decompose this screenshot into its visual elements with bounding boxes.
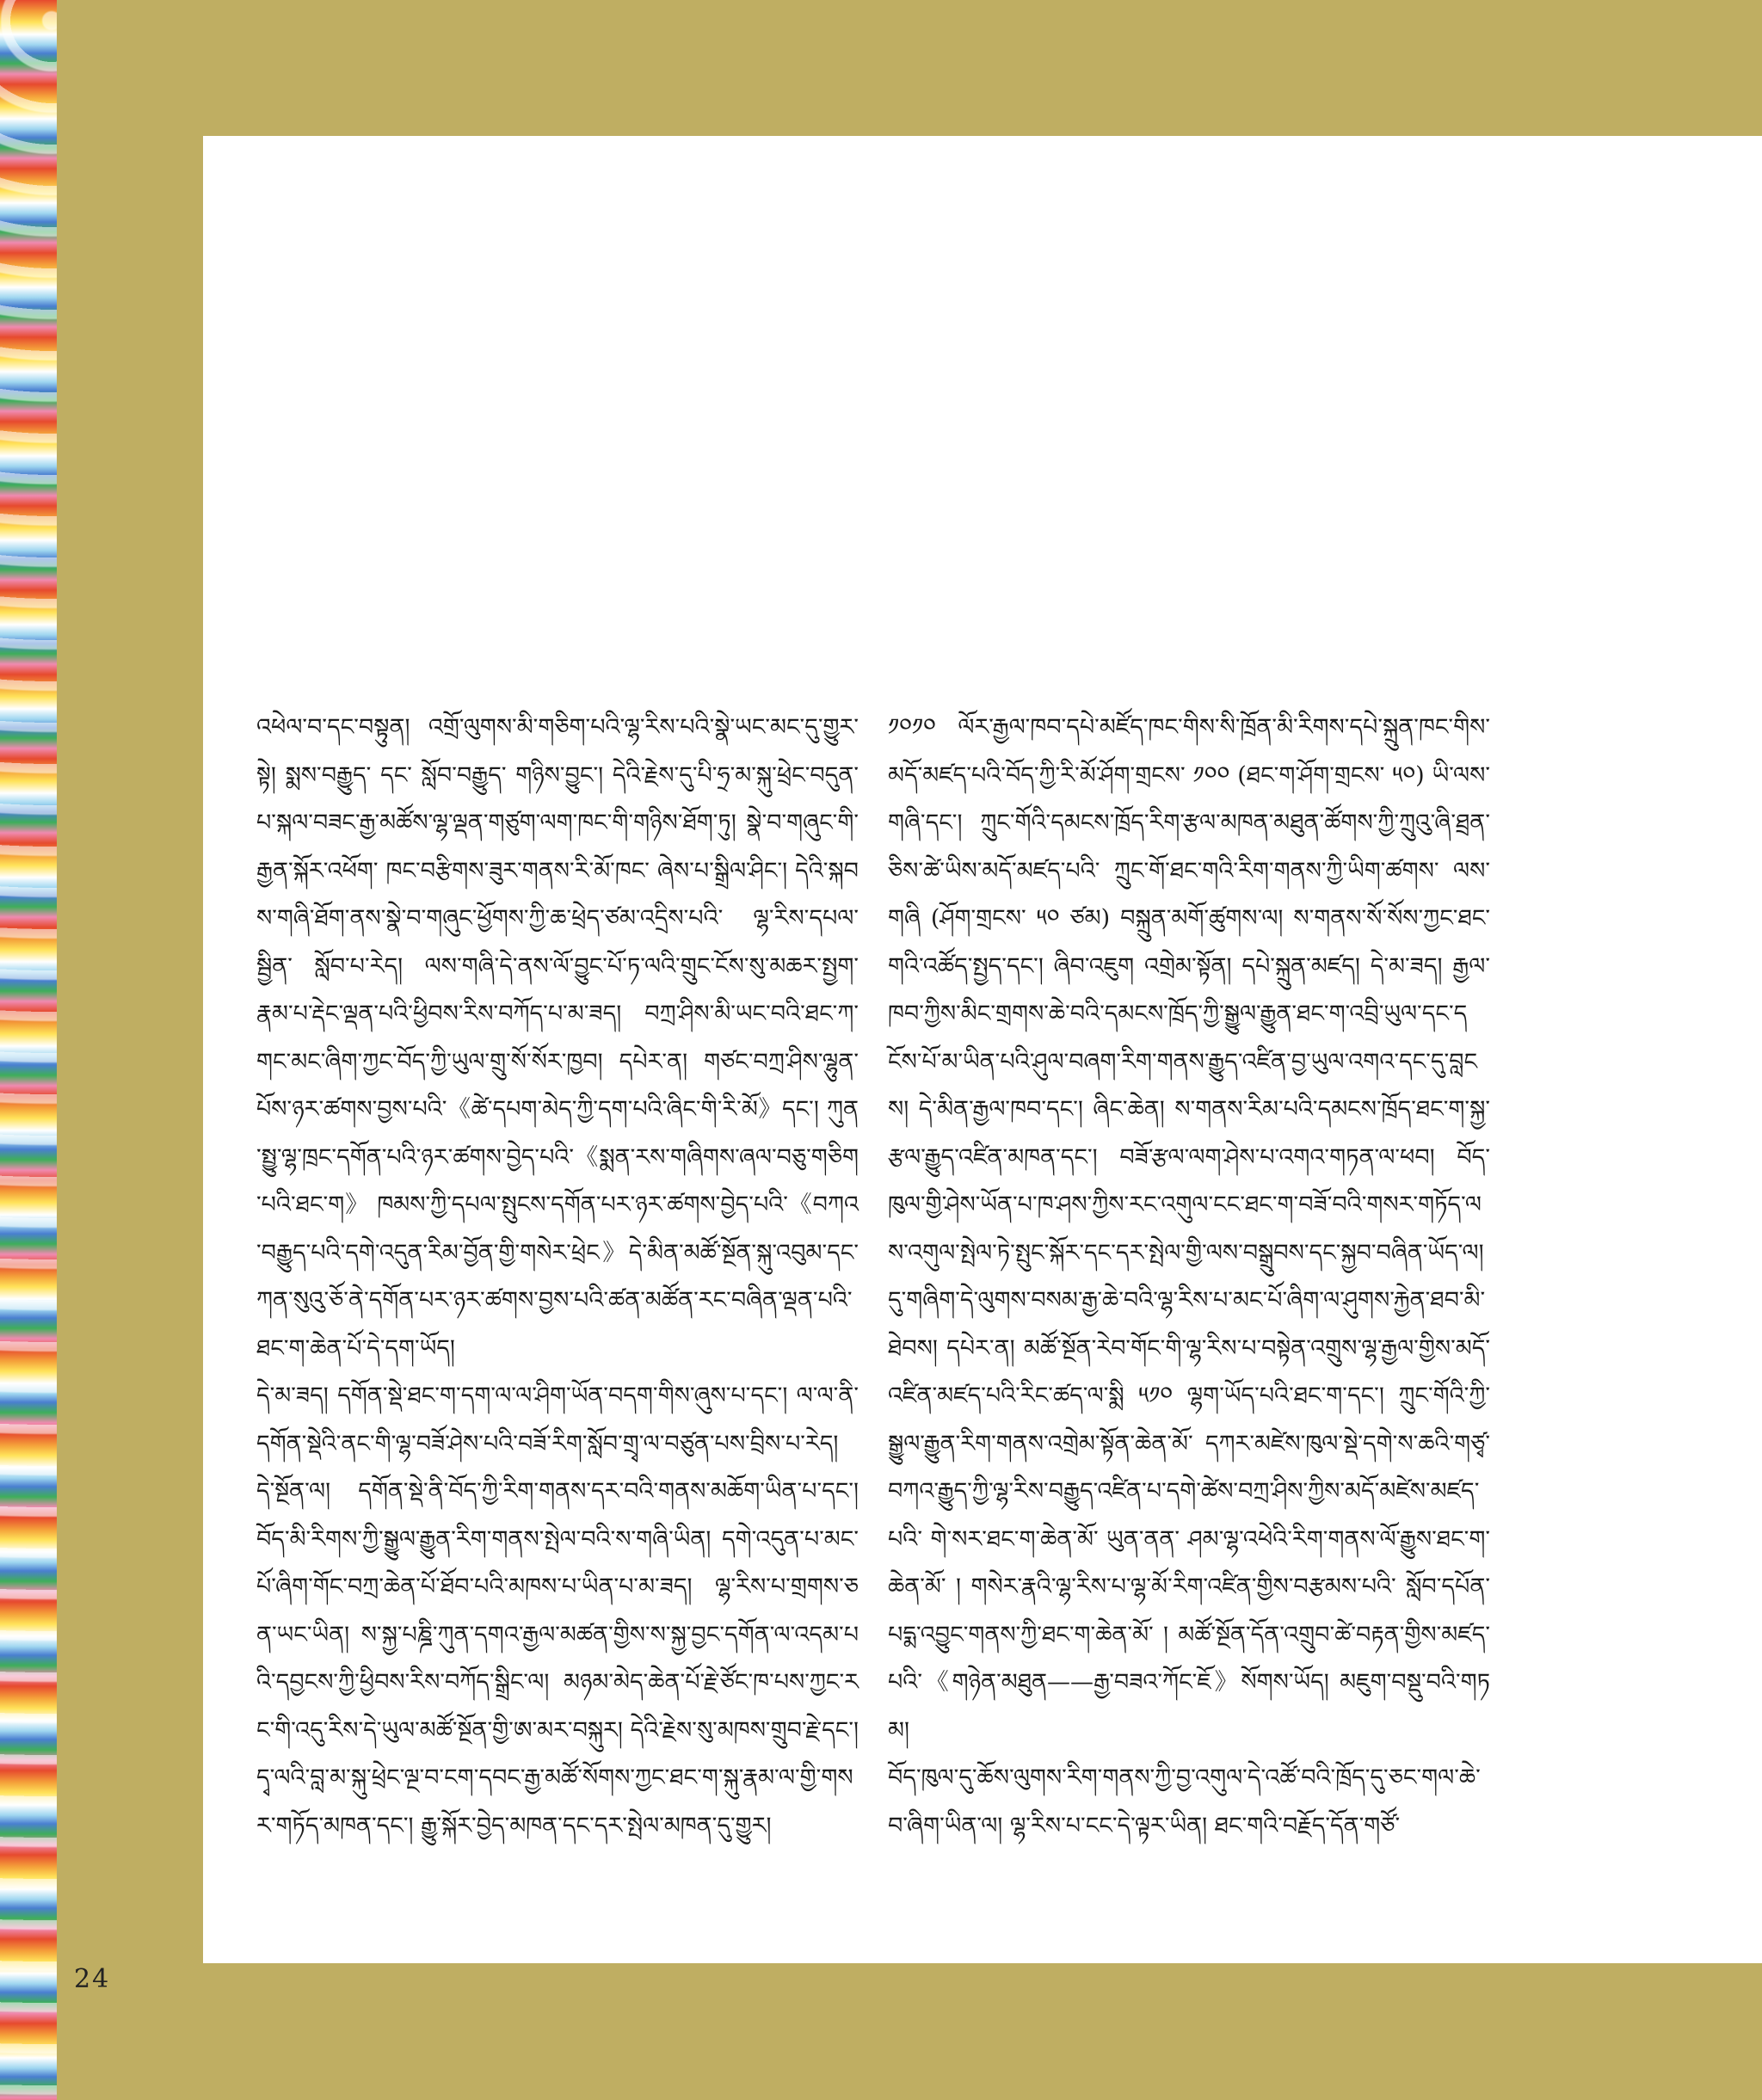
- page-number: 24: [74, 1964, 111, 1994]
- left-text-column: [256, 704, 859, 1850]
- right-text-column: [888, 704, 1490, 1850]
- right-paragraph-1: ༡༠༡༠ ལོར་རྒྱལ་ཁབ་དཔེ་མཛོད་ཁང་གིས་སི་ཁྲོན་མི་རིགས་དཔེ་སྐྲུན་ཁང་གིས་མདོ་མཛད་པའི་བོད་ཀྱི་རི་མོ་ཤོག་གྲངས་ ༡༠༠ (ཐང་ག་ཤོག་གྲངས་ ༥༠) ཡི་ལས་གཞི་དང་། ཀྲུང་གོའི་དམངས་ཁྲོད་རིག་རྩལ་མཁན་མཐུན་ཚོགས་ཀྱི་ཀྲུའུ་ཞི་ཐྲན་ཅིས་ཚེ་ཡིས་མདོ་མཛད་པའི་ ཀྲུང་གོ་ཐང་གའི་རིག་གནས་ཀྱི་ཡིག་ཚགས་ ལས་གཞི (ཤོག་གྲངས་ ༥༠ ཙམ) བསྐྲུན་མགོ་ཚུགས་ལ། ས་གནས་སོ་སོས་ཀྱང་ཐང་གའི་འཚོད་སྤྱད་དང་། ཞིབ་འཇུག འགྲེམ་སྟོན། དཔེ་སྐྲུན་མཛད། དེ་མ་ཟད། རྒྱལ་ཁབ་ཀྱིས་མིང་གྲགས་ཆེ་བའི་དམངས་ཁྲོད་ཀྱི་སྒྱུལ་རྒྱུན་ཐང་ག་འབྲི་ཡུལ་དང་དངོས་པོ་མ་ཡིན་པའི་ཤུལ་བཞག་རིག་གནས་རྒྱུད་འཛིན་བྱ་ཡུལ་འགའ་དང་དུ་བླངས། དེ་མིན་རྒྱལ་ཁབ་དང་། ཞིང་ཆེན། ས་གནས་རིམ་པའི་དམངས་ཁྲོད་ཐང་ག་སྐྱ་རྩལ་རྒྱུད་འཛིན་མཁན་དང་། བཟོ་རྩལ་ལག་ཤེས་པ་འགའ་གཏན་ལ་ཕབ། བོད་ཁུལ་གྱི་ཤེས་ཡོན་པ་ཁ་ཤས་ཀྱིས་རང་འགུལ་ངང་ཐང་ག་བཟོ་བའི་གསར་གཏོད་ལས་འགུལ་སྤེལ་ཏེ་སྤུང་སྐོར་དང་དར་སྤེལ་གྱི་ལས་བསྒྲུབས་དང་སྐྱབ་བཞིན་ཡོད་ལ། དུ་གཞིག་དེ་ལུགས་བསམ་རྒྱ་ཆེ་བའི་ལྷ་རིས་པ་མང་པོ་ཞིག་ལ་ཤུགས་རྐྱེན་ཐབ་མི་ཐེབས། དཔེར་ན། མཚོ་སྔོན་རེབ་གོང་གི་ལྷ་རིས་པ་བསྟེན་འགྲུས་ལྷ་རྒྱལ་གྱིས་མདོ་འཛིན་མཛད་པའི་རིང་ཚད་ལ་སྨི ༥༡༠ ལྷག་ཡོད་པའི་ཐང་ག་དང་། ཀྲུང་གོའི་ཀྱི་སྒྱུལ་རྒྱུན་རིག་གནས་འགྲེམ་སྟོན་ཆེན་མོ་ དཀར་མཛེས་ཁུལ་སྡེ་དགེ་ས་ཆའི་གཙྭ་བཀའ་རྒྱུད་ཀྱི་ལྷ་རིས་བརྒྱུད་འཛིན་པ་དགེ་ཚེས་བཀྲ་ཤིས་ཀྱིས་མདོ་མཛེས་མཛད་པའི་ གེ་སར་ཐང་ག་ཆེན་མོ་ ཡུན་ནན་ ཤམ་ལྷ་འཕེའི་རིག་གནས་ལོ་རྒྱུས་ཐང་ག་ཆེན་མོ་ ། གསེར་རྣའི་ལྷ་རིས་པ་ལྷ་མོ་རིག་འཛིན་གྱིས་བརྩམས་པའི་ སློབ་དཔོན་པདྨ་འབྱུང་གནས་ཀྱི་ཐང་ག་ཆེན་མོ་ ། མཚོ་སྔོན་དོན་འགྲུབ་ཚེ་བརྟན་གྱིས་མཛད་པའི་《གཉེན་མཐུན——རྒྱ་བཟའ་ཀོང་ཇོ》སོགས་ཡོད། མཇུག་བསྡུ་བའི་གཏམ།: [888, 714, 1490, 1744]
- decorative-color-stripe: [0, 0, 57, 2100]
- left-paragraph-2: དེ་མ་ཟད། དགོན་སྡེ་ཐང་ག་དག་ལ་ལ་ཤིག་ཡོན་བདག་གིས་ཞུས་པ་དང་། ལ་ལ་ནི་དགོན་སྡེའི་ནང་གི་ལྷ་བཟོ་ཤེས་པའི་བཟོ་རིག་སློབ་གྲྭ་ལ་བཙུན་པས་བྲིས་པ་རེད། དེ་སྔོན་ལ། དགོན་སྡེ་ནི་བོད་ཀྱི་རིག་གནས་དར་བའི་གནས་མཆོག་ཡིན་པ་དང་། བོད་མི་རིགས་ཀྱི་སྒྱུལ་རྒྱུན་རིག་གནས་སྤེལ་བའི་ས་གཞི་ཡིན། དགེ་འདུན་པ་མང་པོ་ཞིག་གོང་བཀྲ་ཆེན་པོ་ཐོབ་པའི་མཁས་པ་ཡིན་པ་མ་ཟད། ལྷ་རིས་པ་གྲགས་ཅན་ཡང་ཡིན། ས་སྐྱ་པཎྜི་ཀུན་དགའ་རྒྱལ་མཚན་གྱིས་ས་སྐྱ་བྱང་དགོན་ལ་འདམ་པའི་དབྱངས་ཀྱི་ཕྱིབས་རིས་བཀོད་སྒྲིང་ལ། མཉམ་མེད་ཆེན་པོ་རྗེ་ཙོང་ཁ་པས་ཀྱང་རང་གི་འདུ་རིས་དེ་ཡུལ་མཚོ་སྔོན་གྱི་ཨ་མར་བསྐུར། དེའི་རྗེས་སུ་མཁས་གྲུབ་རྗེ་དང་། དྭ་ལའི་བླ་མ་སྐུ་ཕྲེང་ལྔ་བ་ངག་དབང་རྒྱ་མཚོ་སོགས་ཀྱང་ཐང་ག་སྐུ་རྣམ་ལ་གྱི་གསར་གཏོད་མཁན་དང་། རྒྱུ་སྐོར་བྱེད་མཁན་དང་དར་སྤེལ་མཁན་དུ་གྱུར།: [256, 1383, 859, 1839]
- left-paragraph-1: འཕེལ་བ་དང་བསྟུན། འགྲོ་ལུགས་མི་གཅིག་པའི་ལྷ་རིས་པའི་སྣེ་ཡང་མང་དུ་གྱུར་སྟེ། སྨས་བརྒྱུད་ དང་ སློབ་བརྒྱུད་ གཉིས་བྱུང་། དེའི་རྗེས་དུ་པི་ཧྲ་མ་སྐུ་ཕྲེང་བདུན་པ་སྐལ་བཟང་རྒྱ་མཚོས་ལྷ་ལྡན་གཙུག་ལག་ཁང་གི་གཉིས་ཐོག་ཏུ། སྣེ་བ་གཞུང་གི་རྒྱན་སྐོར་འཕོག་ ཁང་བརྩིགས་ཟུར་གནས་རི་མོ་ཁང་ ཞེས་པ་སྒྲིལ་ཤིང་། དེའི་སྐབས་གཞི་ཐོག་ནས་སྣེ་བ་གཞུང་ཕྱོགས་ཀྱི་ཆ་ཕྲེད་ཙམ་འདྲིས་པའི་ ལྷ་རིས་དཔལ་སྦྱིན་ སློབ་པ་རེད། ལས་གཞི་དེ་ནས་ལོ་བྱུང་པོ་ཏ་ལའི་གྲུང་ངོས་སུ་མཆར་སྤྱག་རྣམ་པ་རྡེང་ལྡན་པའི་ཕྱིབས་རིས་བཀོད་པ་མ་ཟད། བཀྲ་ཤིས་མི་ཡང་བའི་ཐང་ཀ་གང་མང་ཞིག་ཀྱང་བོད་ཀྱི་ཡུལ་གྲུ་སོ་སོར་ཁྱབ། དཔེར་ན། གཙང་བཀྲ་ཤིས་ལྷུན་པོས་ཉར་ཚགས་བྱས་པའི་《ཚེ་དཔག་མེད་ཀྱི་དག་པའི་ཞིང་གི་རི་མོ》དང་། ཀུན་སྤྱུ་ལྷ་ཁྲང་དགོན་པའི་ཉར་ཚགས་བྱེད་པའི་《སྨན་རས་གཞིགས་ཞལ་བཅུ་གཅིག་པའི་ཐང་ག》 ཁམས་ཀྱི་དཔལ་སྤུངས་དགོན་པར་ཉར་ཚགས་བྱེད་པའི་《བཀའ་བརྒྱུད་པའི་དགེ་འདུན་རིམ་བྱོན་གྱི་གསེར་ཕྲེང》དེ་མིན་མཚོ་སྔོན་སྐུ་འབུམ་དང་ཀན་སུའུ་ཅོ་ནེ་དགོན་པར་ཉར་ཚགས་བྱས་པའི་ཚན་མཚོན་རང་བཞིན་ལྡན་པའི་ཐང་ག་ཆེན་པོ་དེ་དག་ཡོད།: [256, 714, 859, 1362]
- page-content-area: [203, 136, 1762, 1963]
- right-paragraph-2: བོད་ཁུལ་དུ་ཆོས་ལུགས་རིག་གནས་ཀྱི་བྱ་འགུལ་དེ་འཚོ་བའི་ཁྲོད་དུ་ཅང་གལ་ཆེ་བ་ཞིག་ཡིན་ལ། ལྷ་རིས་པ་ངང་དེ་ལྟར་ཡིན། ཐང་གའི་བརྗོད་དོན་གཙོ་: [888, 1764, 1481, 1839]
